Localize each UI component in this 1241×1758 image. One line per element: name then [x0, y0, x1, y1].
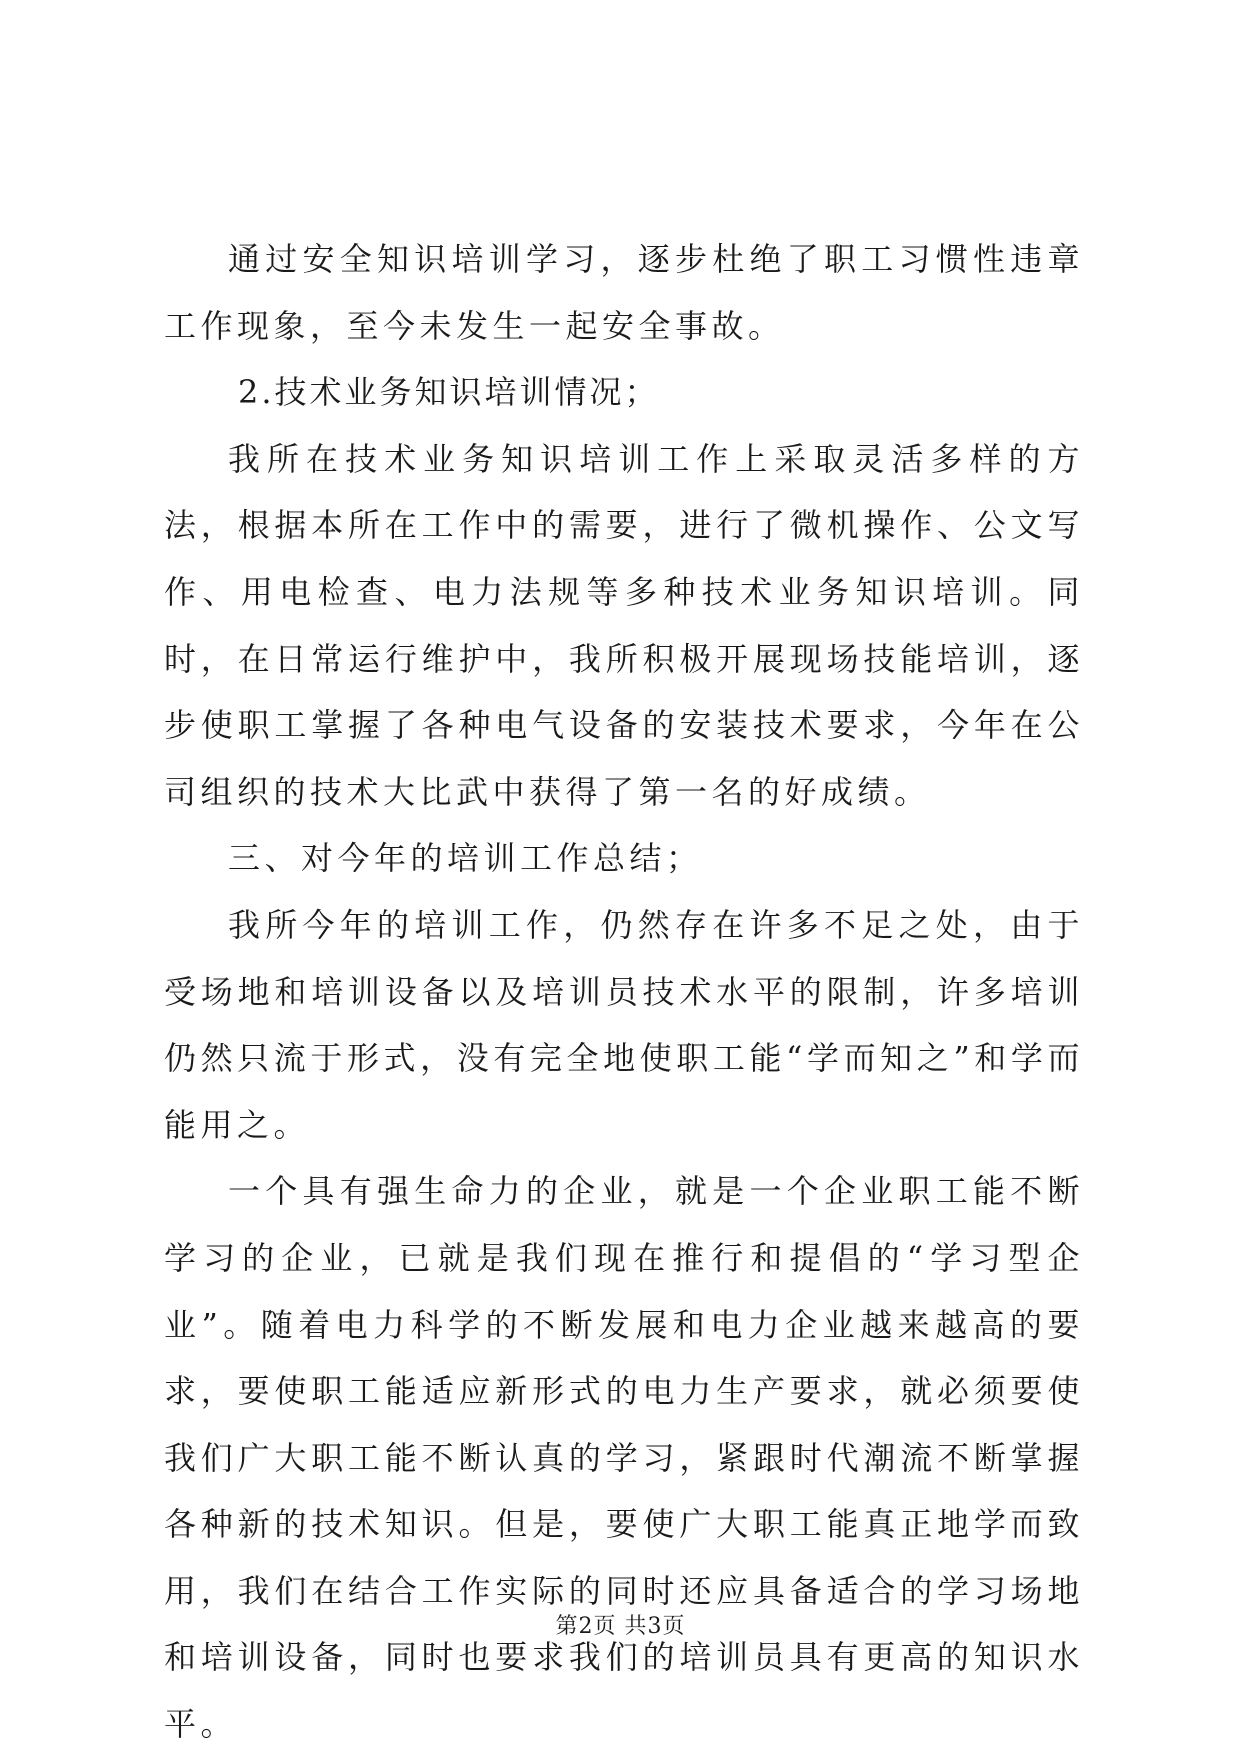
- page-number-footer: 第2页 共3页: [555, 1614, 686, 1639]
- subheading-technical-training: 2.技术业务知识培训情况；: [238, 373, 660, 412]
- paragraph-learning-enterprise: 一个具有强生命力的企业，就是一个企业职工能不断学习的企业，已就是我们现在推行和提倡的“学习型企业”。随着电力科学的不断发展和电力企业越来越高的要求，要使职工能适应新形式的电力生产要求，就必须要使我们广大职工能不断认真的学习，紧跟时代潮流不断掌握各种新的技术知识。但是，要使广大职工能真正地学而致用，我们在结合工作实际的同时还应具备适合的学习场地和培训设备，同时也要求我们的培训员具有更高的知识水平。: [164, 1172, 1084, 1744]
- heading-training-summary: 三、对今年的培训工作总结；: [228, 839, 703, 878]
- paragraph-shortcomings: 我所今年的培训工作，仍然存在许多不足之处，由于受场地和培训设备以及培训员技术水平的限制，许多培训仍然只流于形式，没有完全地使职工能“学而知之”和学而能用之。: [164, 905, 1084, 1144]
- document-body: [164, 226, 1084, 1758]
- paragraph-technical-training: 我所在技术业务知识培训工作上采取灵活多样的方法，根据本所在工作中的需要，进行了微机操作、公文写作、用电检查、电力法规等多种技术业务知识培训。同时，在日常运行维护中，我所积极开展现场技能培训，逐步使职工掌握了各种电气设备的安装技术要求，今年在公司组织的技术大比武中获得了第一名的好成绩。: [164, 439, 1084, 811]
- paragraph-safety-training-result: 通过安全知识培训学习，逐步杜绝了职工习惯性违章工作现象，至今未发生一起安全事故。: [164, 240, 1084, 345]
